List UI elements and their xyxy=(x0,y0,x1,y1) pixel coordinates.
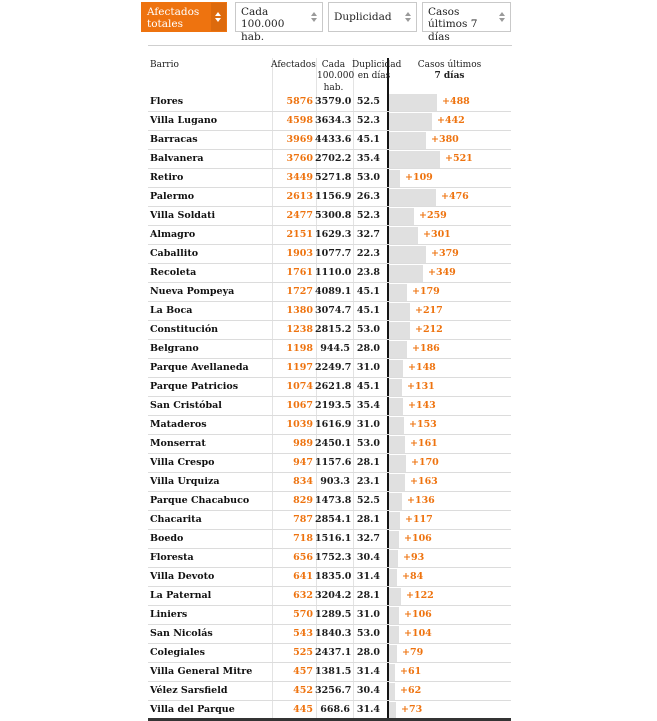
casos-bar xyxy=(389,341,407,358)
afectados-value: 1380 xyxy=(286,305,313,316)
afectados-value: 457 xyxy=(293,666,313,677)
casos-bar xyxy=(389,702,396,719)
cada-100000-value: 3074.7 xyxy=(315,305,352,316)
casos-bar xyxy=(389,436,405,453)
casos-7dias-label: +106 xyxy=(404,533,432,544)
barrio-name: Palermo xyxy=(150,191,195,202)
barrio-name: Villa del Parque xyxy=(150,704,235,715)
casos-7dias-label: +109 xyxy=(405,172,433,183)
duplicidad-value: 23.8 xyxy=(356,267,380,278)
afectados-value: 632 xyxy=(293,590,313,601)
duplicidad-value: 52.3 xyxy=(356,115,380,126)
barrio-name: Mataderos xyxy=(150,419,207,430)
table-row xyxy=(148,359,511,378)
duplicidad-value: 23.1 xyxy=(356,476,380,487)
cada-100000-value: 3204.2 xyxy=(315,590,352,601)
barrio-name: Parque Patricios xyxy=(150,381,239,392)
table-row xyxy=(148,530,511,549)
table-row xyxy=(148,207,511,226)
sort-arrows-icon xyxy=(311,12,318,22)
casos-bar xyxy=(389,227,418,244)
cada-100000-value: 668.6 xyxy=(320,704,350,715)
barrio-name: Belgrano xyxy=(150,343,199,354)
cada-100000-value: 1077.7 xyxy=(315,248,352,259)
duplicidad-value: 30.4 xyxy=(356,685,380,696)
casos-7dias-label: +379 xyxy=(431,248,459,259)
table-row xyxy=(148,226,511,245)
duplicidad-value: 31.4 xyxy=(356,571,380,582)
casos-7dias-label: +521 xyxy=(445,153,473,164)
barrio-name: Constitución xyxy=(150,324,219,335)
casos-bar xyxy=(389,322,410,339)
cada-100000-value: 1110.0 xyxy=(315,267,352,278)
barrio-name: Flores xyxy=(150,96,184,107)
barrio-name: Liniers xyxy=(150,609,188,620)
cada-100000-value: 944.5 xyxy=(320,343,350,354)
afectados-value: 3449 xyxy=(286,172,313,183)
casos-7dias-label: +349 xyxy=(428,267,456,278)
casos-7dias-label: +170 xyxy=(411,457,439,468)
casos-bar xyxy=(389,246,426,263)
casos-bar xyxy=(389,493,402,510)
barrio-name: Villa Soldati xyxy=(150,210,216,221)
duplicidad-value: 30.4 xyxy=(356,552,380,563)
barrio-name: San Cristóbal xyxy=(150,400,222,411)
casos-7dias-label: +73 xyxy=(401,704,423,715)
table-row xyxy=(148,435,511,454)
casos-7dias-label: +380 xyxy=(431,134,459,145)
cada-100000-value: 1156.9 xyxy=(315,191,352,202)
casos-7dias-label: +143 xyxy=(408,400,436,411)
table-row xyxy=(148,454,511,473)
casos-7dias-label: +217 xyxy=(415,305,443,316)
afectados-value: 829 xyxy=(293,495,313,506)
casos-bar xyxy=(389,284,407,301)
cada-100000-value: 1752.3 xyxy=(315,552,352,563)
table-row xyxy=(148,587,511,606)
afectados-value: 4598 xyxy=(286,115,313,126)
cada-100000-value: 2450.1 xyxy=(315,438,352,449)
cada-100000-value: 3256.7 xyxy=(315,685,352,696)
duplicidad-value: 22.3 xyxy=(356,248,380,259)
cada-100000-value: 5271.8 xyxy=(315,172,352,183)
col-header-afectados: Afectados xyxy=(271,60,316,70)
casos-bar xyxy=(389,455,406,472)
casos-7dias-label: +186 xyxy=(412,343,440,354)
cada-100000-value: 5300.8 xyxy=(315,210,352,221)
duplicidad-value: 31.0 xyxy=(356,419,380,430)
duplicidad-value: 53.0 xyxy=(356,324,380,335)
cada-100000-value: 2854.1 xyxy=(315,514,352,525)
afectados-value: 1067 xyxy=(286,400,313,411)
casos-bar xyxy=(389,512,400,529)
table-row xyxy=(148,473,511,492)
barrio-name: San Nicolás xyxy=(150,628,213,639)
cada-100000-value: 2815.2 xyxy=(315,324,352,335)
barrio-name: Balvanera xyxy=(150,153,204,164)
casos-bar xyxy=(389,626,399,643)
barrio-name: Colegiales xyxy=(150,647,205,658)
casos-7dias-label: +117 xyxy=(405,514,433,525)
table-row xyxy=(148,682,511,701)
table-row xyxy=(148,549,511,568)
casos-7dias-label: +179 xyxy=(412,286,440,297)
afectados-value: 1238 xyxy=(286,324,313,335)
barrio-name: Chacarita xyxy=(150,514,202,525)
casos-bar xyxy=(389,132,426,149)
casos-7dias-label: +476 xyxy=(441,191,469,202)
filter-label: Casos últimos 7 días xyxy=(428,6,478,43)
casos-7dias-label: +62 xyxy=(400,685,422,696)
casos-7dias-label: +84 xyxy=(402,571,424,582)
cada-100000-value: 2621.8 xyxy=(315,381,352,392)
afectados-value: 834 xyxy=(293,476,313,487)
duplicidad-value: 53.0 xyxy=(356,628,380,639)
barrio-name: La Paternal xyxy=(150,590,212,601)
barrio-name: La Boca xyxy=(150,305,193,316)
afectados-value: 3760 xyxy=(286,153,313,164)
table-row xyxy=(148,150,511,169)
casos-7dias-label: +122 xyxy=(406,590,434,601)
table-row xyxy=(148,663,511,682)
barrio-name: Barracas xyxy=(150,134,198,145)
barrio-name: Nueva Pompeya xyxy=(150,286,235,297)
duplicidad-value: 31.0 xyxy=(356,362,380,373)
barrio-name: Caballito xyxy=(150,248,199,259)
table-row xyxy=(148,264,511,283)
table-row xyxy=(148,245,511,264)
filter-label: Duplicidad xyxy=(334,10,392,23)
barrio-name: Villa Lugano xyxy=(150,115,218,126)
casos-bar xyxy=(389,360,403,377)
casos-7dias-label: +259 xyxy=(419,210,447,221)
table-row xyxy=(148,568,511,587)
afectados-value: 2613 xyxy=(286,191,313,202)
filter-label: Cada 100.000 hab. xyxy=(241,6,285,43)
cada-100000-value: 1835.0 xyxy=(315,571,352,582)
afectados-value: 1039 xyxy=(286,419,313,430)
duplicidad-value: 28.0 xyxy=(356,343,380,354)
casos-bar xyxy=(389,151,440,168)
casos-7dias-label: +161 xyxy=(410,438,438,449)
afectados-value: 445 xyxy=(293,704,313,715)
casos-7dias-label: +148 xyxy=(408,362,436,373)
afectados-value: 570 xyxy=(293,609,313,620)
duplicidad-value: 28.0 xyxy=(356,647,380,658)
barrio-name: Villa General Mitre xyxy=(150,666,253,677)
cada-100000-value: 903.3 xyxy=(320,476,350,487)
cada-100000-value: 4089.1 xyxy=(315,286,352,297)
afectados-value: 525 xyxy=(293,647,313,658)
table-row xyxy=(148,644,511,663)
casos-bar xyxy=(389,303,410,320)
duplicidad-value: 31.4 xyxy=(356,666,380,677)
cada-100000-value: 2702.2 xyxy=(315,153,352,164)
cada-100000-value: 1629.3 xyxy=(315,229,352,240)
barrio-name: Villa Crespo xyxy=(150,457,215,468)
table-row xyxy=(148,606,511,625)
casos-bar xyxy=(389,379,402,396)
duplicidad-value: 52.5 xyxy=(356,96,380,107)
barrio-name: Almagro xyxy=(150,229,196,240)
filter-label: Afectados totales xyxy=(147,6,200,31)
filter-bar xyxy=(0,2,657,43)
table-row xyxy=(148,169,511,188)
casos-bar xyxy=(389,664,395,681)
afectados-value: 2477 xyxy=(286,210,313,221)
duplicidad-value: 35.4 xyxy=(356,153,380,164)
casos-bar xyxy=(389,569,397,586)
table-body xyxy=(148,93,511,720)
casos-bar xyxy=(389,531,399,548)
casos-bar xyxy=(389,474,405,491)
cada-100000-value: 1840.3 xyxy=(315,628,352,639)
table-row xyxy=(148,340,511,359)
col-header-barrio: Barrio xyxy=(150,60,179,70)
casos-7dias-label: +104 xyxy=(404,628,432,639)
table-row xyxy=(148,321,511,340)
sort-arrows-icon xyxy=(405,12,412,22)
duplicidad-value: 31.4 xyxy=(356,704,380,715)
filters-divider xyxy=(148,45,512,46)
barrio-name: Floresta xyxy=(150,552,194,563)
table-row xyxy=(148,397,511,416)
duplicidad-value: 53.0 xyxy=(356,438,380,449)
afectados-value: 641 xyxy=(293,571,313,582)
cada-100000-value: 2249.7 xyxy=(315,362,352,373)
casos-bar xyxy=(389,683,395,700)
casos-bar xyxy=(389,113,432,130)
barrio-name: Vélez Sarsfield xyxy=(150,685,228,696)
col-header-casos: Casos últimos 7 días xyxy=(417,60,482,82)
afectados-value: 1198 xyxy=(286,343,313,354)
casos-7dias-label: +131 xyxy=(407,381,435,392)
casos-bar xyxy=(389,208,414,225)
casos-bar xyxy=(389,189,436,206)
afectados-value: 1727 xyxy=(286,286,313,297)
afectados-value: 1761 xyxy=(286,267,313,278)
afectados-value: 1074 xyxy=(286,381,313,392)
afectados-value: 989 xyxy=(293,438,313,449)
duplicidad-value: 35.4 xyxy=(356,400,380,411)
cada-100000-value: 1616.9 xyxy=(315,419,352,430)
cada-100000-value: 3634.3 xyxy=(315,115,352,126)
cada-100000-value: 2437.1 xyxy=(315,647,352,658)
casos-bar xyxy=(389,550,398,567)
cada-100000-value: 1157.6 xyxy=(315,457,352,468)
barrio-name: Villa Devoto xyxy=(150,571,215,582)
casos-bar xyxy=(389,417,404,434)
barrio-name: Boedo xyxy=(150,533,184,544)
casos-7dias-label: +106 xyxy=(404,609,432,620)
afectados-value: 3969 xyxy=(286,134,313,145)
col-header-duplicidad: Duplicidad en días xyxy=(352,60,402,82)
duplicidad-value: 45.1 xyxy=(356,381,380,392)
filter-duplicidad[interactable] xyxy=(328,2,417,32)
duplicidad-value: 45.1 xyxy=(356,134,380,145)
afectados-value: 5876 xyxy=(286,96,313,107)
casos-7dias-label: +136 xyxy=(407,495,435,506)
table-row xyxy=(148,112,511,131)
col-header-cada: Cada 100.000 hab. xyxy=(317,60,355,93)
duplicidad-value: 28.1 xyxy=(356,590,380,601)
barrio-name: Recoleta xyxy=(150,267,197,278)
casos-bar xyxy=(389,94,437,111)
duplicidad-value: 28.1 xyxy=(356,514,380,525)
table-row xyxy=(148,416,511,435)
casos-7dias-label: +488 xyxy=(442,96,470,107)
duplicidad-value: 52.3 xyxy=(356,210,380,221)
duplicidad-value: 52.5 xyxy=(356,495,380,506)
cada-100000-value: 1289.5 xyxy=(315,609,352,620)
casos-bar xyxy=(389,588,401,605)
afectados-value: 1197 xyxy=(286,362,313,373)
casos-7dias-label: +93 xyxy=(403,552,425,563)
table-row xyxy=(148,625,511,644)
casos-7dias-label: +301 xyxy=(423,229,451,240)
casos-7dias-label: +79 xyxy=(402,647,424,658)
casos-7dias-label: +212 xyxy=(415,324,443,335)
afectados-value: 452 xyxy=(293,685,313,696)
table-row xyxy=(148,188,511,207)
sort-arrows-icon xyxy=(499,12,506,22)
casos-bar xyxy=(389,645,397,662)
sort-arrows-icon xyxy=(215,12,222,22)
afectados-value: 656 xyxy=(293,552,313,563)
table-row xyxy=(148,511,511,530)
duplicidad-value: 26.3 xyxy=(356,191,380,202)
duplicidad-value: 28.1 xyxy=(356,457,380,468)
afectados-value: 787 xyxy=(293,514,313,525)
casos-7dias-label: +442 xyxy=(437,115,465,126)
casos-bar xyxy=(389,398,403,415)
casos-bar xyxy=(389,607,399,624)
casos-bar xyxy=(389,170,400,187)
afectados-value: 1903 xyxy=(286,248,313,259)
filter-afectados-totales[interactable] xyxy=(141,2,227,32)
table-row xyxy=(148,378,511,397)
table-header xyxy=(148,58,511,93)
afectados-value: 718 xyxy=(293,533,313,544)
table-row xyxy=(148,93,511,112)
duplicidad-value: 32.7 xyxy=(356,229,380,240)
cada-100000-value: 3579.0 xyxy=(315,96,352,107)
barrio-name: Parque Avellaneda xyxy=(150,362,249,373)
table-row xyxy=(148,302,511,321)
duplicidad-value: 31.0 xyxy=(356,609,380,620)
afectados-value: 2151 xyxy=(286,229,313,240)
filter-cada-100000-hab[interactable] xyxy=(235,2,323,43)
cada-100000-value: 2193.5 xyxy=(315,400,352,411)
filter-casos-ultimos-7-dias[interactable] xyxy=(422,2,511,43)
table-row xyxy=(148,283,511,302)
duplicidad-value: 32.7 xyxy=(356,533,380,544)
cada-100000-value: 1516.1 xyxy=(315,533,352,544)
duplicidad-value: 45.1 xyxy=(356,286,380,297)
barrio-name: Parque Chacabuco xyxy=(150,495,250,506)
casos-7dias-label: +61 xyxy=(400,666,422,677)
barrios-table xyxy=(148,58,511,721)
barrio-name: Villa Urquiza xyxy=(150,476,220,487)
barrio-name: Monserrat xyxy=(150,438,206,449)
duplicidad-value: 45.1 xyxy=(356,305,380,316)
table-row xyxy=(148,131,511,150)
table-row xyxy=(148,492,511,511)
casos-7dias-label: +153 xyxy=(409,419,437,430)
cada-100000-value: 4433.6 xyxy=(315,134,352,145)
casos-7dias-label: +163 xyxy=(410,476,438,487)
afectados-value: 543 xyxy=(293,628,313,639)
duplicidad-value: 53.0 xyxy=(356,172,380,183)
barrio-name: Retiro xyxy=(150,172,184,183)
casos-bar xyxy=(389,265,423,282)
afectados-value: 947 xyxy=(293,457,313,468)
cada-100000-value: 1473.8 xyxy=(315,495,352,506)
cada-100000-value: 1381.5 xyxy=(315,666,352,677)
